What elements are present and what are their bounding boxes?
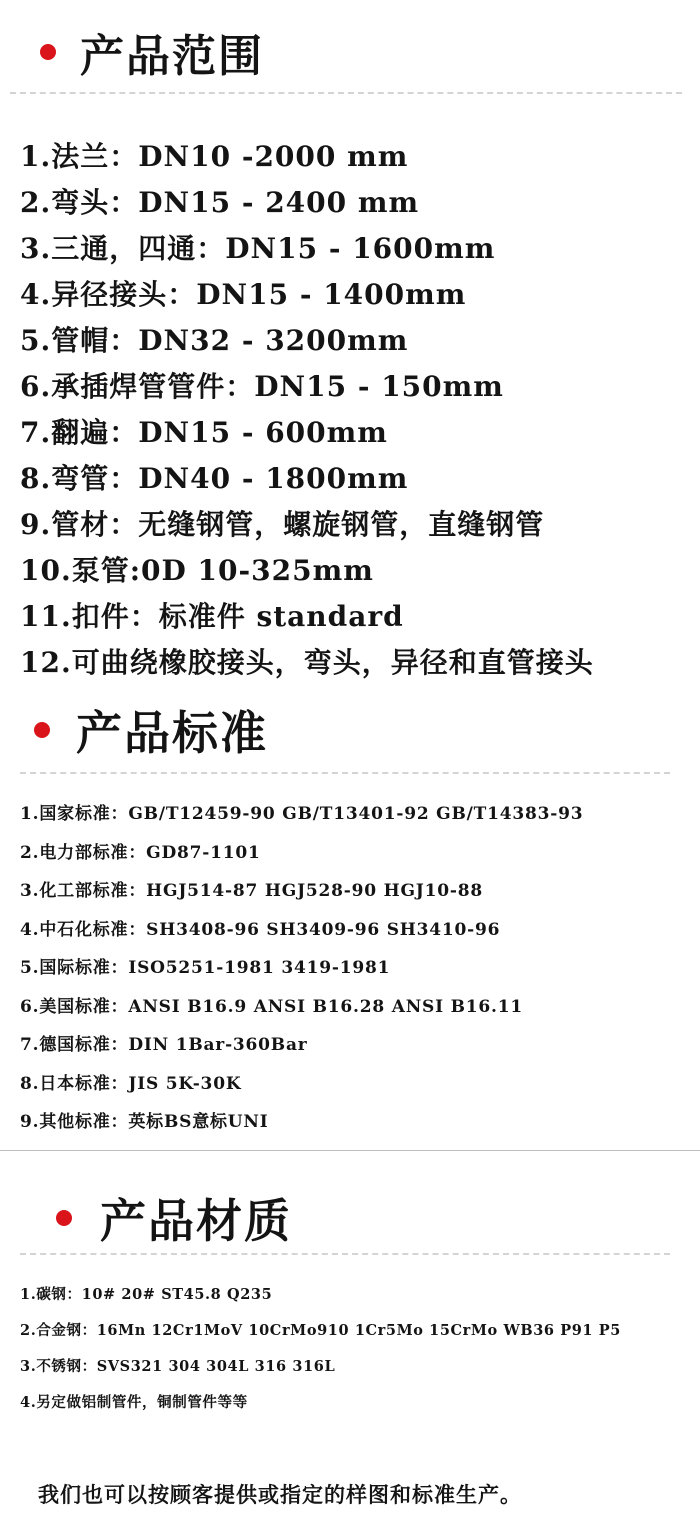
scope-title: 产品范围 bbox=[80, 31, 264, 82]
bullet-dot-icon bbox=[40, 44, 56, 60]
list-item: 1.碳钢：10# 20# ST45.8 Q235 bbox=[20, 1286, 273, 1303]
list-item: 10.泵管:0D 10-325mm bbox=[20, 554, 374, 587]
list-item: 8.弯管：DN40 - 1800mm bbox=[20, 462, 409, 495]
list-item: 2.合金钢：16Mn 12Cr1MoV 10CrMo910 1Cr5Mo 15CrMo WB36 P91 P5 bbox=[20, 1322, 621, 1339]
list-item: 2.弯头：DN15 - 2400 mm bbox=[20, 186, 420, 219]
bullet-dot-icon bbox=[56, 1210, 72, 1226]
list-item: 7.翻遍：DN15 - 600mm bbox=[20, 416, 388, 449]
list-item: 9.其他标准：英标BS意标UNI bbox=[20, 1112, 269, 1132]
bullet-dot-icon bbox=[34, 722, 50, 738]
materials-list bbox=[20, 1277, 621, 1421]
list-item: 1.国家标准：GB/T12459-90 GB/T13401-92 GB/T14383-93 bbox=[20, 804, 584, 824]
footer-note: 我们也可以按顾客提供或指定的样图和标准生产。 bbox=[38, 1482, 522, 1507]
list-item: 6.承插焊管管件：DN15 - 150mm bbox=[20, 370, 504, 403]
list-item: 5.管帽：DN32 - 3200mm bbox=[20, 324, 409, 357]
list-item: 2.电力部标准：GD87-1101 bbox=[20, 842, 261, 863]
list-item: 12.可曲绕橡胶接头，弯头，异径和直管接头 bbox=[20, 646, 594, 679]
divider bbox=[0, 1150, 700, 1151]
divider bbox=[10, 92, 682, 94]
divider bbox=[20, 1253, 670, 1255]
list-item: 3.不锈钢：SVS321 304 304L 316 316L bbox=[20, 1358, 336, 1375]
divider bbox=[20, 772, 670, 774]
materials-title: 产品材质 bbox=[100, 1194, 292, 1248]
scope-list bbox=[20, 134, 594, 686]
list-item: 8.日本标准：JIS 5K-30K bbox=[20, 1073, 242, 1094]
list-item: 6.美国标准：ANSI B16.9 ANSI B16.28 ANSI B16.11 bbox=[20, 996, 523, 1017]
standards-list bbox=[20, 795, 583, 1142]
list-item: 1.法兰：DN10 -2000 mm bbox=[20, 140, 409, 173]
section-title-standards bbox=[34, 697, 268, 763]
list-item: 4.另定做铝制管件，铜制管件等等 bbox=[20, 1394, 248, 1411]
list-item: 9.管材：无缝钢管，螺旋钢管，直缝钢管 bbox=[20, 508, 545, 541]
list-item: 7.德国标准：DIN 1Bar-360Bar bbox=[20, 1035, 308, 1055]
list-item: 11.扣件：标准件 standard bbox=[20, 600, 404, 633]
section-title-materials bbox=[56, 1185, 292, 1251]
list-item: 4.异径接头：DN15 - 1400mm bbox=[20, 278, 467, 311]
list-item: 3.化工部标准：HGJ514-87 HGJ528-90 HGJ10-88 bbox=[20, 881, 484, 901]
list-item: 5.国际标准：ISO5251-1981 3419-1981 bbox=[20, 958, 391, 978]
list-item: 4.中石化标准：SH3408-96 SH3409-96 SH3410-96 bbox=[20, 919, 501, 940]
section-title-scope bbox=[40, 20, 264, 84]
standards-title: 产品标准 bbox=[76, 706, 268, 760]
list-item: 3.三通，四通：DN15 - 1600mm bbox=[20, 232, 496, 265]
